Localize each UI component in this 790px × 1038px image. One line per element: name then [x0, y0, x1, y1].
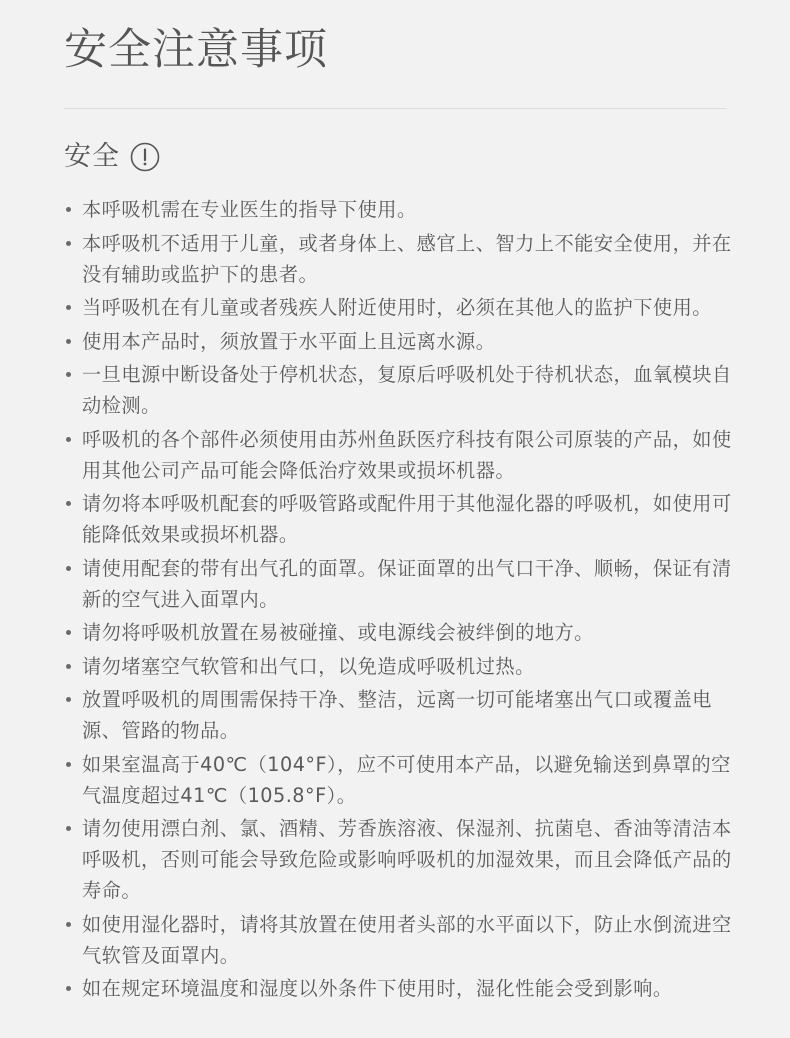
list-item-text: 请使用配套的带有出气孔的面罩。保证面罩的出气口干净、顺畅，保证有清新的空气进入面罩内。	[82, 556, 732, 611]
title-divider	[64, 108, 726, 109]
bullet	[66, 826, 71, 831]
list-item	[64, 617, 740, 648]
list-item-text: 请勿将本呼吸机配套的呼吸管路或配件用于其他湿化器的呼吸机，如使用可能降低效果或损坏机器。	[82, 492, 732, 546]
warning-circle-icon	[130, 142, 160, 172]
list-item-text: 一旦电源中断设备处于停机状态，复原后呼吸机处于待机状态，血氧模块自动检测。	[82, 363, 732, 417]
list-item-text: 呼吸机的各个部件必须使用由苏州鱼跃医疗科技有限公司原装的产品，如使用其他公司产品可能会降低治疗效果或损坏机器。	[82, 427, 732, 482]
section-title: 安全	[64, 141, 120, 172]
list-item	[64, 684, 740, 746]
list-item-text: 请勿使用漂白剂、氯、酒精、芳香族溶液、保湿剂、抗菌皂、香油等清洁本呼吸机，否则可能会导致危险或影响呼吸机的加湿效果，而且会降低产品的寿命。	[82, 817, 732, 902]
bullet	[66, 762, 71, 767]
bullet	[66, 630, 71, 635]
list-item	[64, 228, 740, 290]
list-item	[64, 651, 740, 682]
list-item	[64, 194, 740, 225]
bullet	[66, 305, 71, 310]
bullet	[66, 339, 71, 344]
list-item-text: 如使用湿化器时，请将其放置在使用者头部的水平面以下，防止水倒流进空气软管及面罩内。	[82, 912, 732, 967]
list-item	[64, 359, 740, 421]
list-item-text: 请勿将呼吸机放置在易被碰撞、或电源线会被绊倒的地方。	[82, 621, 594, 644]
bullet	[66, 437, 71, 442]
list-item-text: 请勿堵塞空气软管和出气口，以免造成呼吸机过热。	[82, 654, 535, 678]
section-header	[64, 138, 160, 176]
list-item	[64, 326, 740, 357]
list-item-text: 放置呼吸机的周围需保持干净、整洁，远离一切可能堵塞出气口或覆盖电源、管路的物品。	[82, 688, 712, 742]
list-item	[64, 749, 740, 811]
list-item-text: 本呼吸机不适用于儿童，或者身体上、感官上、智力上不能安全使用，并在没有辅助或监护下的患者。	[82, 231, 732, 286]
list-item	[64, 424, 740, 486]
bullet	[66, 664, 71, 669]
list-item-text: 当呼吸机在有儿童或者残疾人附近使用时，必须在其他人的监护下使用。	[82, 296, 712, 319]
list-item-text: 本呼吸机需在专业医生的指导下使用。	[82, 198, 417, 221]
list-item	[64, 813, 740, 906]
bullet	[66, 372, 71, 377]
bullet	[66, 207, 71, 212]
bullet	[66, 501, 71, 506]
bullet	[66, 922, 71, 927]
list-item	[64, 909, 740, 971]
list-item	[64, 488, 740, 550]
list-item-text: 如果室温高于40℃（104°F），应不可使用本产品，以避免输送到鼻罩的空气温度超过41℃（105.8°F）。	[82, 752, 731, 807]
list-item	[64, 292, 740, 323]
list-item-text: 如在规定环境温度和湿度以外条件下使用时，湿化性能会受到影响。	[82, 977, 673, 1000]
bullet	[66, 986, 71, 991]
safety-list	[64, 194, 740, 1007]
list-item	[64, 553, 740, 615]
bullet	[66, 241, 71, 246]
bullet	[66, 566, 71, 571]
page-title: 安全注意事项	[64, 25, 328, 75]
bullet	[66, 697, 71, 702]
list-item-text: 使用本产品时，须放置于水平面上且远离水源。	[82, 329, 496, 353]
list-item	[64, 973, 740, 1004]
